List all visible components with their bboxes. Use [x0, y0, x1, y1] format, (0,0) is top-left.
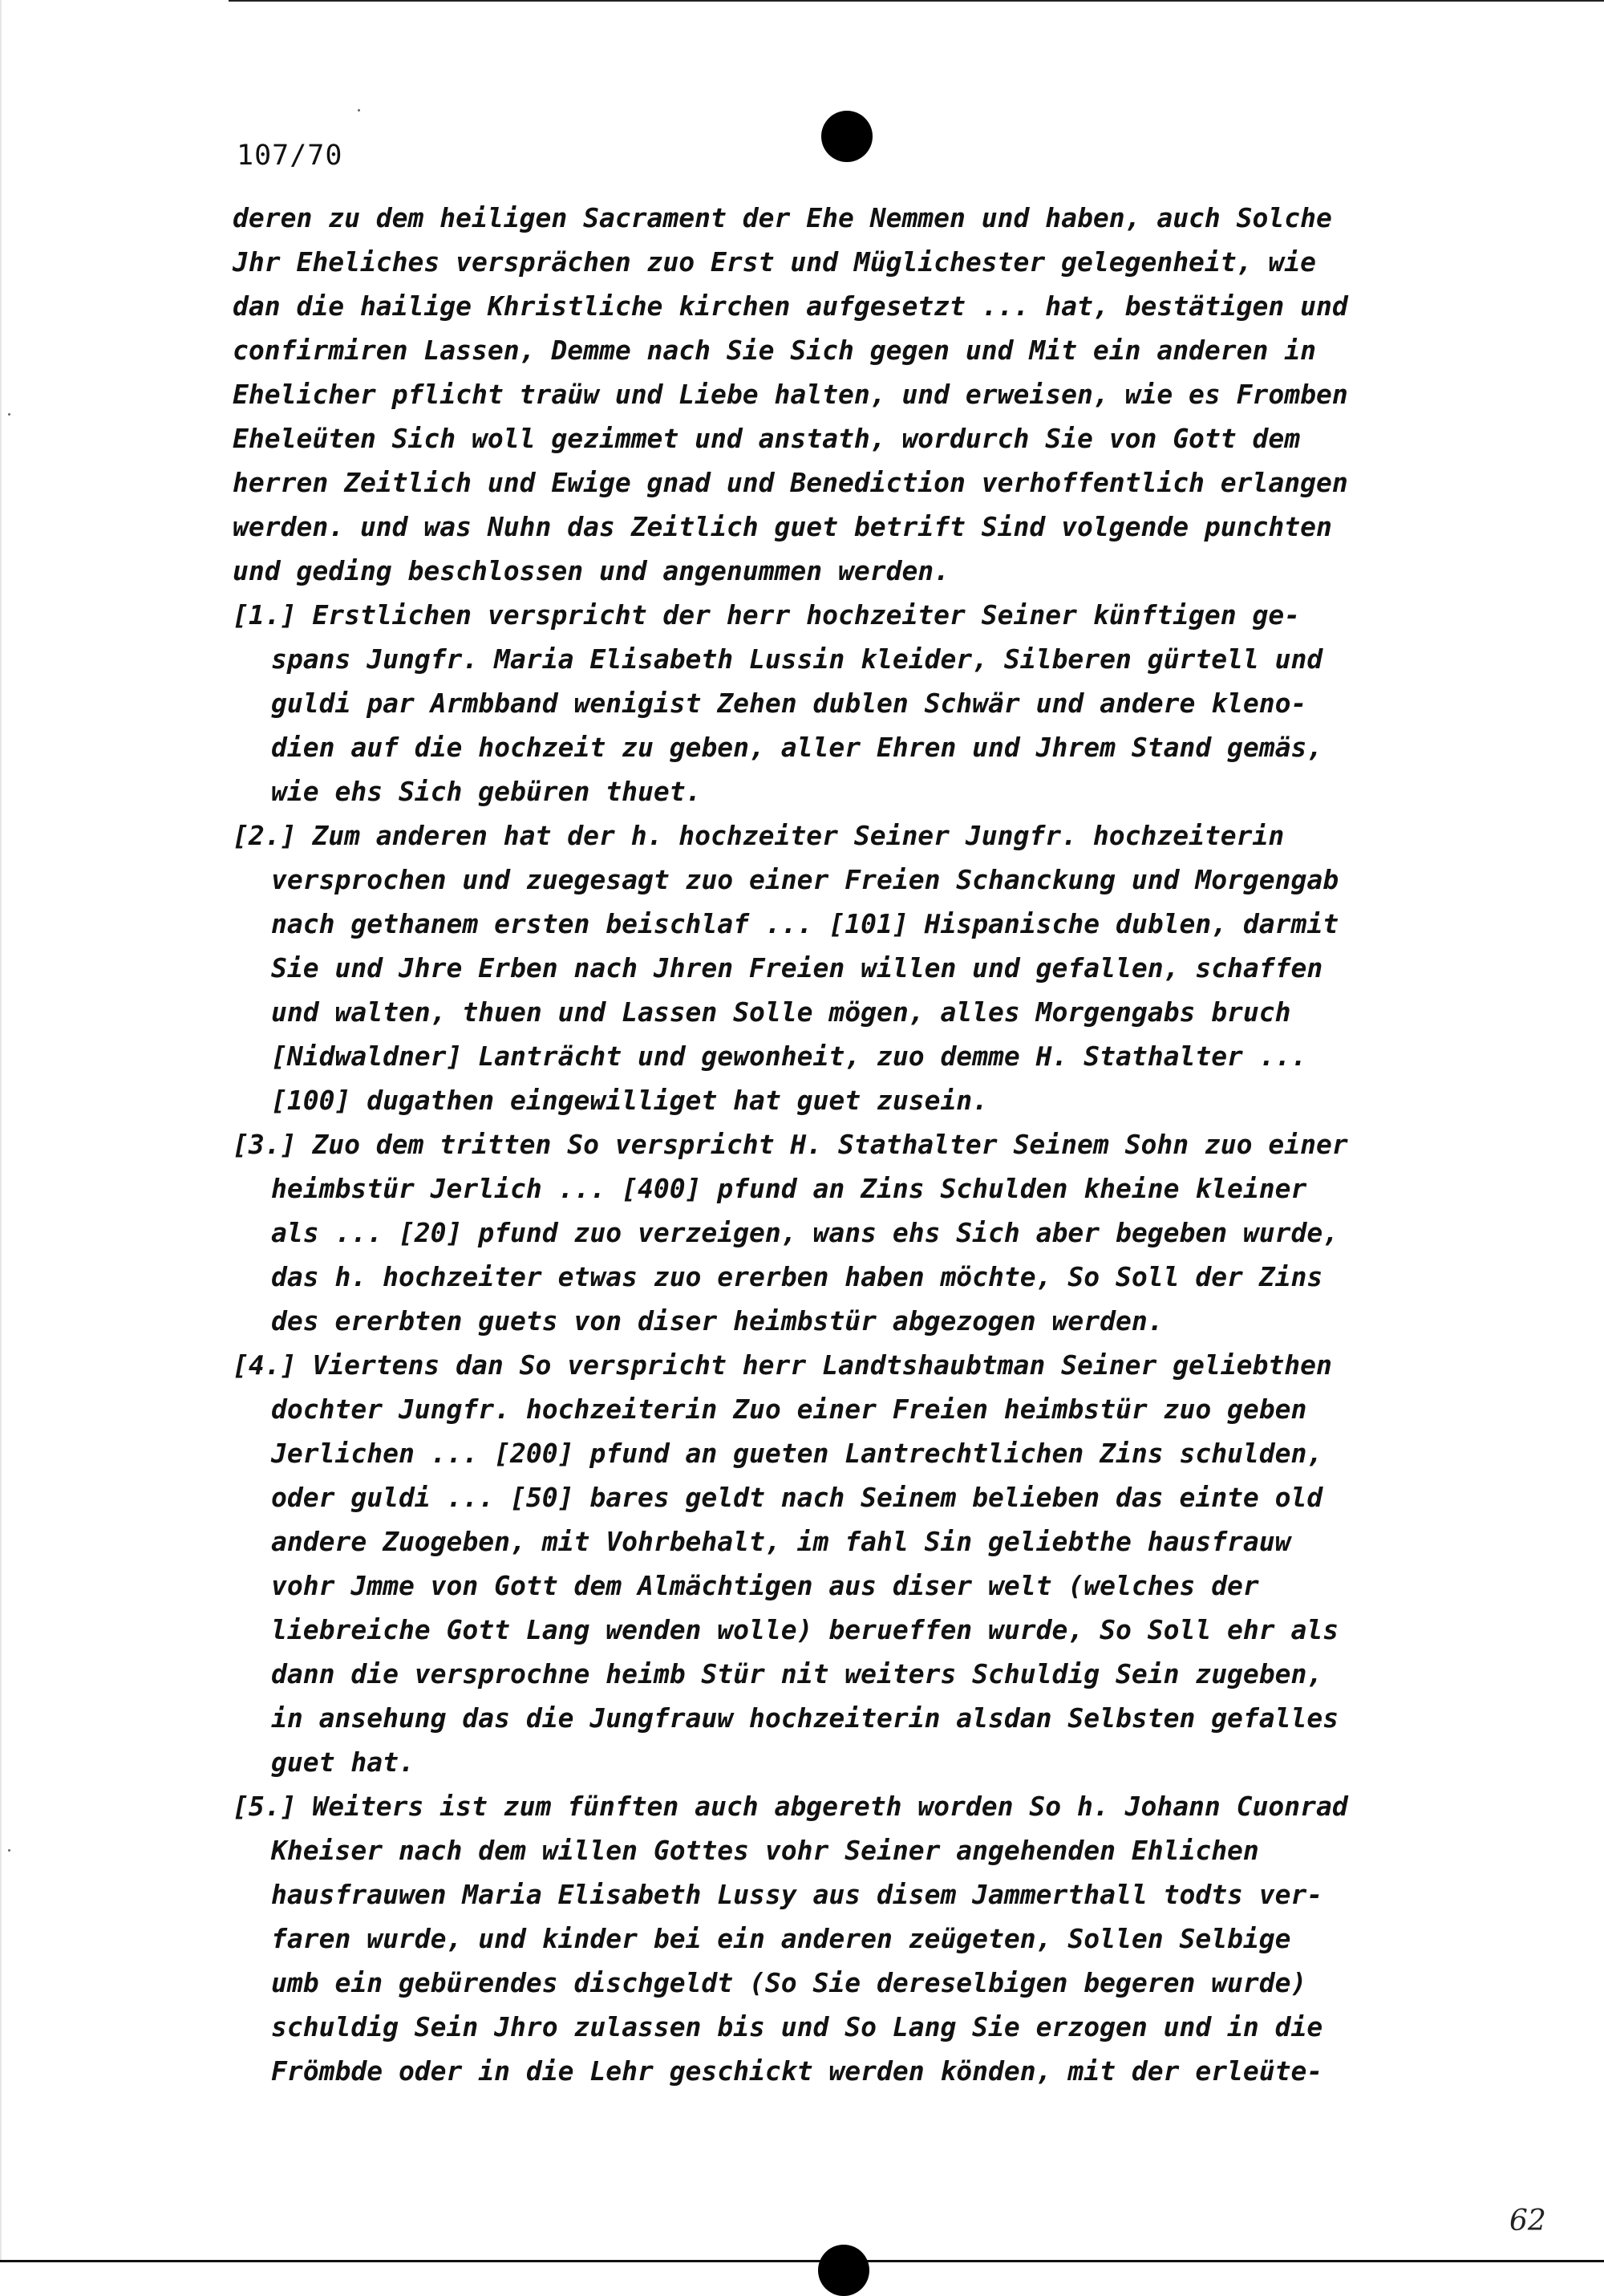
text-line: dien auf die hochzeit zu geben, aller Ehren und Jhrem Stand gemäs, [271, 732, 1323, 763]
intro-paragraph [233, 196, 1500, 593]
text-line: umb ein gebürendes dischgeldt (So Sie dereselbigen begeren wurde) [271, 1967, 1307, 1998]
text-line: in ansehung das die Jungfrauw hochzeiterin alsdan Selbsten gefalles [271, 1702, 1339, 1734]
text-line: Frömbde oder in die Lehr geschickt werden könden, mit der erleüte- [271, 2055, 1323, 2087]
text-line [233, 2093, 1500, 2137]
text-line: [100] dugathen eingewilliget hat guet zusein. [271, 1085, 989, 1116]
clause-3 [233, 1122, 1500, 1343]
text-line: andere Zuogeben, mit Vohrbehalt, im fahl Sin geliebthe hausfrauw [271, 1526, 1291, 1557]
text-line: [1.] Erstlichen verspricht der herr hochzeiter Seiner künftigen ge- [233, 599, 1301, 631]
text-line: hausfrauwen Maria Elisabeth Lussy aus disem Jammerthall todts ver- [271, 1879, 1323, 1910]
clause-2 [233, 813, 1500, 1122]
text-line: herren Zeitlich und Ewige gnad und Benediction verhoffentlich erlangen [233, 467, 1348, 498]
text-line: confirmiren Lassen, Demme nach Sie Sich gegen und Mit ein anderen in [233, 335, 1317, 366]
clause-5 [233, 1784, 1500, 2137]
left-edge [0, 0, 2, 2262]
speck [8, 413, 10, 416]
text-line: dann die versprochne heimb Stür nit weiters Schuldig Sein zugeben, [271, 1658, 1323, 1690]
text-line: und geding beschlossen und angenummen werden. [233, 555, 950, 586]
text-line: Jerlichen ... [200] pfund an gueten Lantrechtlichen Zins schulden, [271, 1438, 1323, 1469]
text-line: nach gethanem ersten beischlaf ... [101] Hispanische dublen, darmit [271, 908, 1339, 939]
text-line: dan die hailige Khristliche kirchen aufgesetzt ... hat, bestätigen und [233, 290, 1348, 322]
punch-hole-icon [821, 111, 873, 162]
text-line: Kheiser nach dem willen Gottes vohr Seiner angehenden Ehlichen [271, 1835, 1259, 1866]
text-line: [5.] Weiters ist zum fünften auch abgereth worden So h. Johann Cuonrad [233, 1791, 1348, 1822]
text-line: Ehelicher pflicht traüw und Liebe halten, und erweisen, wie es Fromben [233, 379, 1348, 410]
text-line: guldi par Armbband wenigist Zehen dublen Schwär und andere kleno- [271, 688, 1307, 719]
folio-number: 62 [1509, 2205, 1546, 2237]
text-line: werden. und was Nuhn das Zeitlich guet betrift Sind volgende punchten [233, 511, 1332, 542]
text-line: oder guldi ... [50] bares geldt nach Seinem belieben das einte old [271, 1482, 1323, 1513]
text-line: faren wurde, und kinder bei ein anderen zeügeten, Sollen Selbige [271, 1923, 1291, 1954]
text-line: wie ehs Sich gebüren thuet. [271, 776, 702, 807]
text-line: dochter Jungfr. hochzeiterin Zuo einer Freien heimbstür zuo geben [271, 1393, 1307, 1425]
text-line: liebreiche Gott Lang wenden wolle) berueffen wurde, So Soll ehr als [271, 1614, 1339, 1645]
speck [358, 109, 360, 112]
text-line: [2.] Zum anderen hat der h. hochzeiter Seiner Jungfr. hochzeiterin [233, 820, 1285, 851]
clause-4 [233, 1343, 1500, 1784]
text-line: schuldig Sein Jhro zulassen bis und So Lang Sie erzogen und in die [271, 2011, 1323, 2042]
text-line: guet hat. [271, 1746, 415, 1778]
text-line: [4.] Viertens dan So verspricht herr Landtshaubtman Seiner geliebthen [233, 1349, 1332, 1381]
text-line: heimbstür Jerlich ... [400] pfund an Zins Schulden kheine kleiner [271, 1173, 1307, 1204]
text-line: Sie und Jhre Erben nach Jhren Freien willen und gefallen, schaffen [271, 952, 1323, 984]
text-line: spans Jungfr. Maria Elisabeth Lussin kleider, Silberen gürtell und [271, 643, 1323, 675]
text-line: versprochen und zuegesagt zuo einer Freien Schanckung und Morgengab [271, 864, 1339, 895]
document-reference: 107/70 [237, 140, 343, 172]
punch-hole-bottom-icon [818, 2245, 869, 2296]
text-line: deren zu dem heiligen Sacrament der Ehe Nemmen und haben, auch Solche [233, 202, 1332, 233]
top-border [229, 0, 1604, 2]
text-line: als ... [20] pfund zuo verzeigen, wans ehs Sich aber begeben wurde, [271, 1217, 1339, 1248]
transcription-body [233, 196, 1500, 2137]
text-line: Jhr Eheliches versprächen zuo Erst und Müglichester gelegenheit, wie [233, 246, 1317, 278]
text-line: [Nidwaldner] Lanträcht und gewonheit, zuo demme H. Stathalter ... [271, 1041, 1307, 1072]
text-line: [3.] Zuo dem tritten So verspricht H. Stathalter Seinem Sohn zuo einer [233, 1129, 1348, 1160]
clause-1 [233, 593, 1500, 813]
text-line: und walten, thuen und Lassen Solle mögen, alles Morgengabs bruch [271, 996, 1291, 1028]
speck [8, 1849, 10, 1852]
text-line: das h. hochzeiter etwas zuo ererben haben möchte, So Soll der Zins [271, 1261, 1323, 1292]
text-line: des ererbten guets von diser heimbstür abgezogen werden. [271, 1305, 1164, 1337]
text-line: vohr Jmme von Gott dem Almächtigen aus diser welt (welches der [271, 1570, 1259, 1601]
text-line: Eheleüten Sich woll gezimmet und anstath, wordurch Sie von Gott dem [233, 423, 1301, 454]
